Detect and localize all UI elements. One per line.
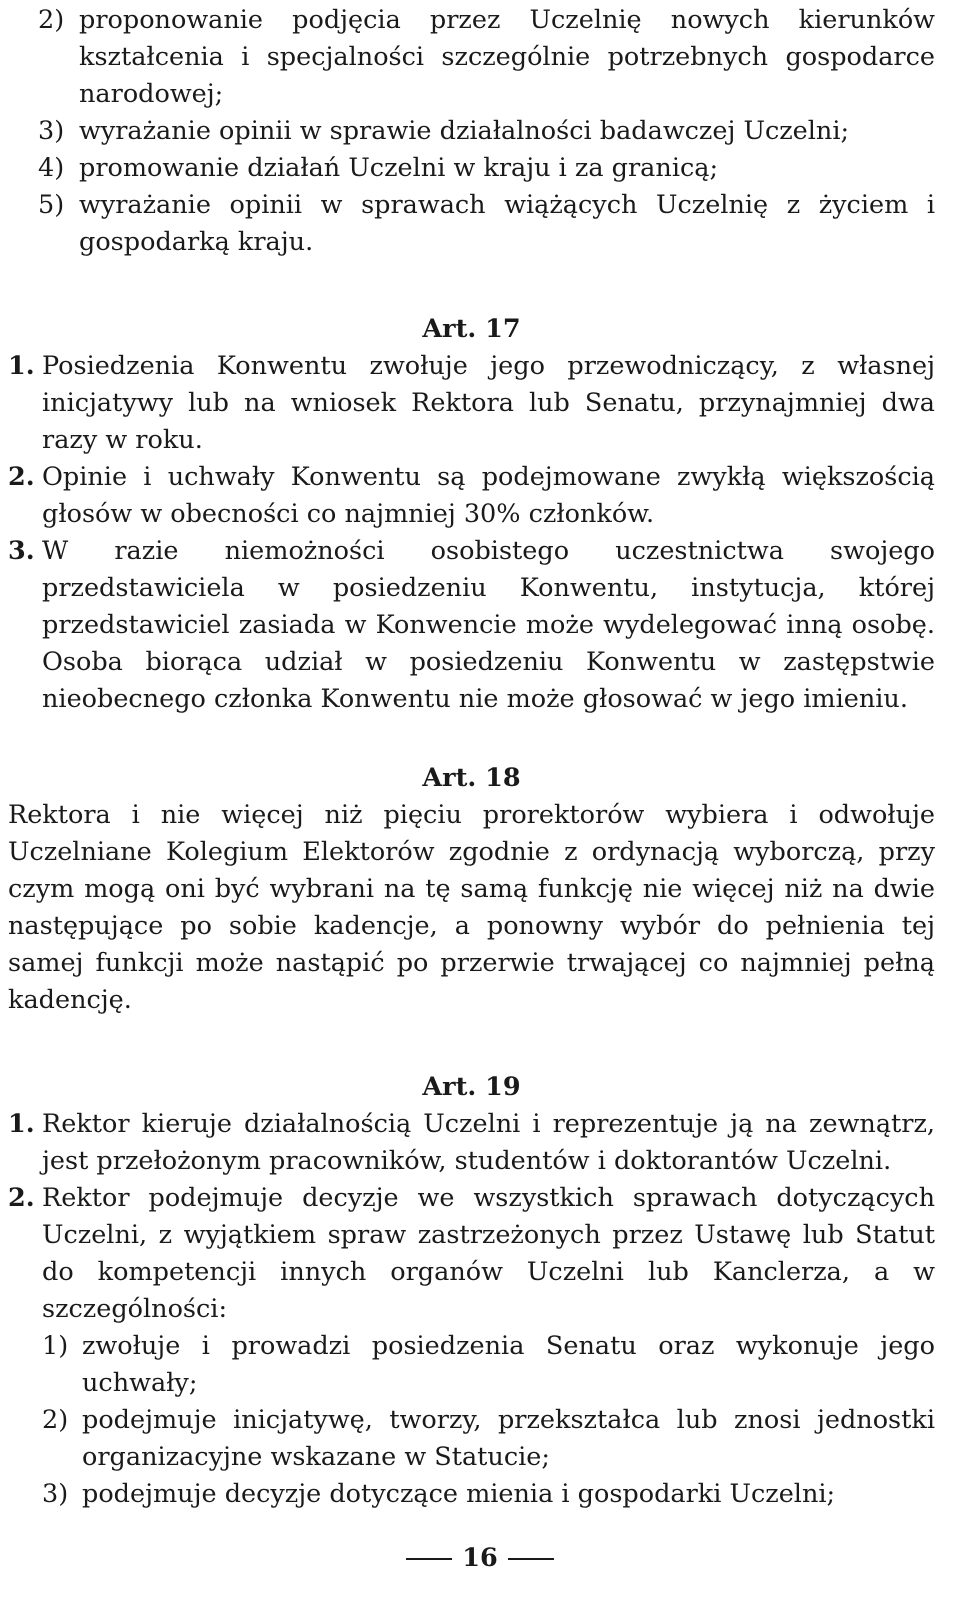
list-item-number: 3) bbox=[42, 1479, 69, 1509]
article-heading: Art. 19 bbox=[422, 1072, 521, 1102]
paragraph-number: 2. bbox=[8, 1183, 35, 1213]
list-item bbox=[8, 113, 935, 150]
list-item bbox=[8, 2, 935, 113]
list-item bbox=[8, 187, 935, 261]
paragraph bbox=[8, 533, 935, 718]
list-item bbox=[42, 1476, 935, 1513]
paragraph-text: Opinie i uchwały Konwentu są podejmowane zwykłą większością głosów w obecności co najmniej 30% członków. bbox=[42, 462, 935, 529]
article-17 bbox=[8, 311, 935, 718]
list-item-number: 2) bbox=[38, 5, 65, 35]
page-footer bbox=[0, 1540, 960, 1577]
list-item bbox=[42, 1328, 935, 1402]
paragraph-number: 1. bbox=[8, 1109, 35, 1139]
paragraph-number: 2. bbox=[8, 462, 35, 492]
list-item-number: 4) bbox=[38, 153, 65, 183]
paragraph bbox=[8, 1180, 935, 1328]
article-heading: Art. 18 bbox=[422, 763, 521, 793]
page-number: 16 bbox=[462, 1543, 498, 1573]
footer-dash-left bbox=[406, 1558, 452, 1560]
paragraph-text: W razie niemożności osobistego uczestnictwa swojego przedstawiciela w posiedzeniu Konwentu, instytucja, której przedstawiciel zasiada w Konwencie może wydelegować inną osobę. Osoba biorąca udział w posiedzeniu Konwentu w zastępstwie nieobecnego członka Konwentu nie może głosować w jego imieniu. bbox=[42, 536, 935, 714]
list-item-text: podejmuje inicjatywę, tworzy, przekształca lub znosi jednostki organizacyjne wskazane w Statucie; bbox=[82, 1405, 935, 1472]
paragraph bbox=[8, 348, 935, 459]
list-item-number: 3) bbox=[38, 116, 65, 146]
paragraph-text: Rektor kieruje działalnością Uczelni i reprezentuje ją na zewnątrz, jest przełożonym pracowników, studentów i doktorantów Uczelni. bbox=[42, 1109, 935, 1176]
list-item-text: proponowanie podjęcia przez Uczelnię nowych kierunków kształcenia i specjalności szczególnie potrzebnych gospodarce narodowej; bbox=[79, 5, 935, 109]
list-item-text: wyrażanie opinii w sprawie działalności badawczej Uczelni; bbox=[79, 116, 850, 146]
article-text: Rektora i nie więcej niż pięciu prorektorów wybiera i odwołuje Uczelniane Kolegium Elektorów zgodnie z ordynacją wyborczą, przy czym mogą oni być wybrani na tę samą funkcję nie więcej niż na dwie następujące po sobie kadencje, a ponowny wybór do pełnienia tej samej funkcji może nastąpić po przerwie trwającej co najmniej pełną kadencję. bbox=[8, 800, 935, 1015]
paragraph-number: 3. bbox=[8, 536, 35, 566]
list-item bbox=[42, 1402, 935, 1476]
paragraph bbox=[8, 1106, 935, 1180]
list-item-text: podejmuje decyzje dotyczące mienia i gospodarki Uczelni; bbox=[82, 1479, 836, 1509]
article-heading: Art. 17 bbox=[422, 314, 521, 344]
list-item-text: promowanie działań Uczelni w kraju i za granicą; bbox=[79, 153, 719, 183]
list-item bbox=[8, 150, 935, 187]
paragraph bbox=[8, 459, 935, 533]
paragraph-text: Posiedzenia Konwentu zwołuje jego przewodniczący, z własnej inicjatywy lub na wniosek Rektora lub Senatu, przynajmniej dwa razy w roku. bbox=[42, 351, 935, 455]
article-19 bbox=[8, 1069, 935, 1513]
list-item-number: 2) bbox=[42, 1405, 69, 1435]
list-item-text: zwołuje i prowadzi posiedzenia Senatu oraz wykonuje jego uchwały; bbox=[82, 1331, 935, 1398]
top-list bbox=[8, 0, 935, 261]
footer-dash-right bbox=[508, 1558, 554, 1560]
paragraph-text: Rektor podejmuje decyzje we wszystkich sprawach dotyczących Uczelni, z wyjątkiem spraw zastrzeżonych przez Ustawę lub Statut do kompetencji innych organów Uczelni lub Kanclerza, a w szczególności: bbox=[42, 1183, 935, 1324]
list-item-number: 5) bbox=[38, 190, 65, 220]
article-18 bbox=[8, 760, 935, 1019]
sub-list bbox=[8, 1328, 935, 1513]
list-item-text: wyrażanie opinii w sprawach wiążących Uczelnię z życiem i gospodarką kraju. bbox=[79, 190, 935, 257]
list-item-number: 1) bbox=[42, 1331, 69, 1361]
paragraph-number: 1. bbox=[8, 351, 35, 381]
